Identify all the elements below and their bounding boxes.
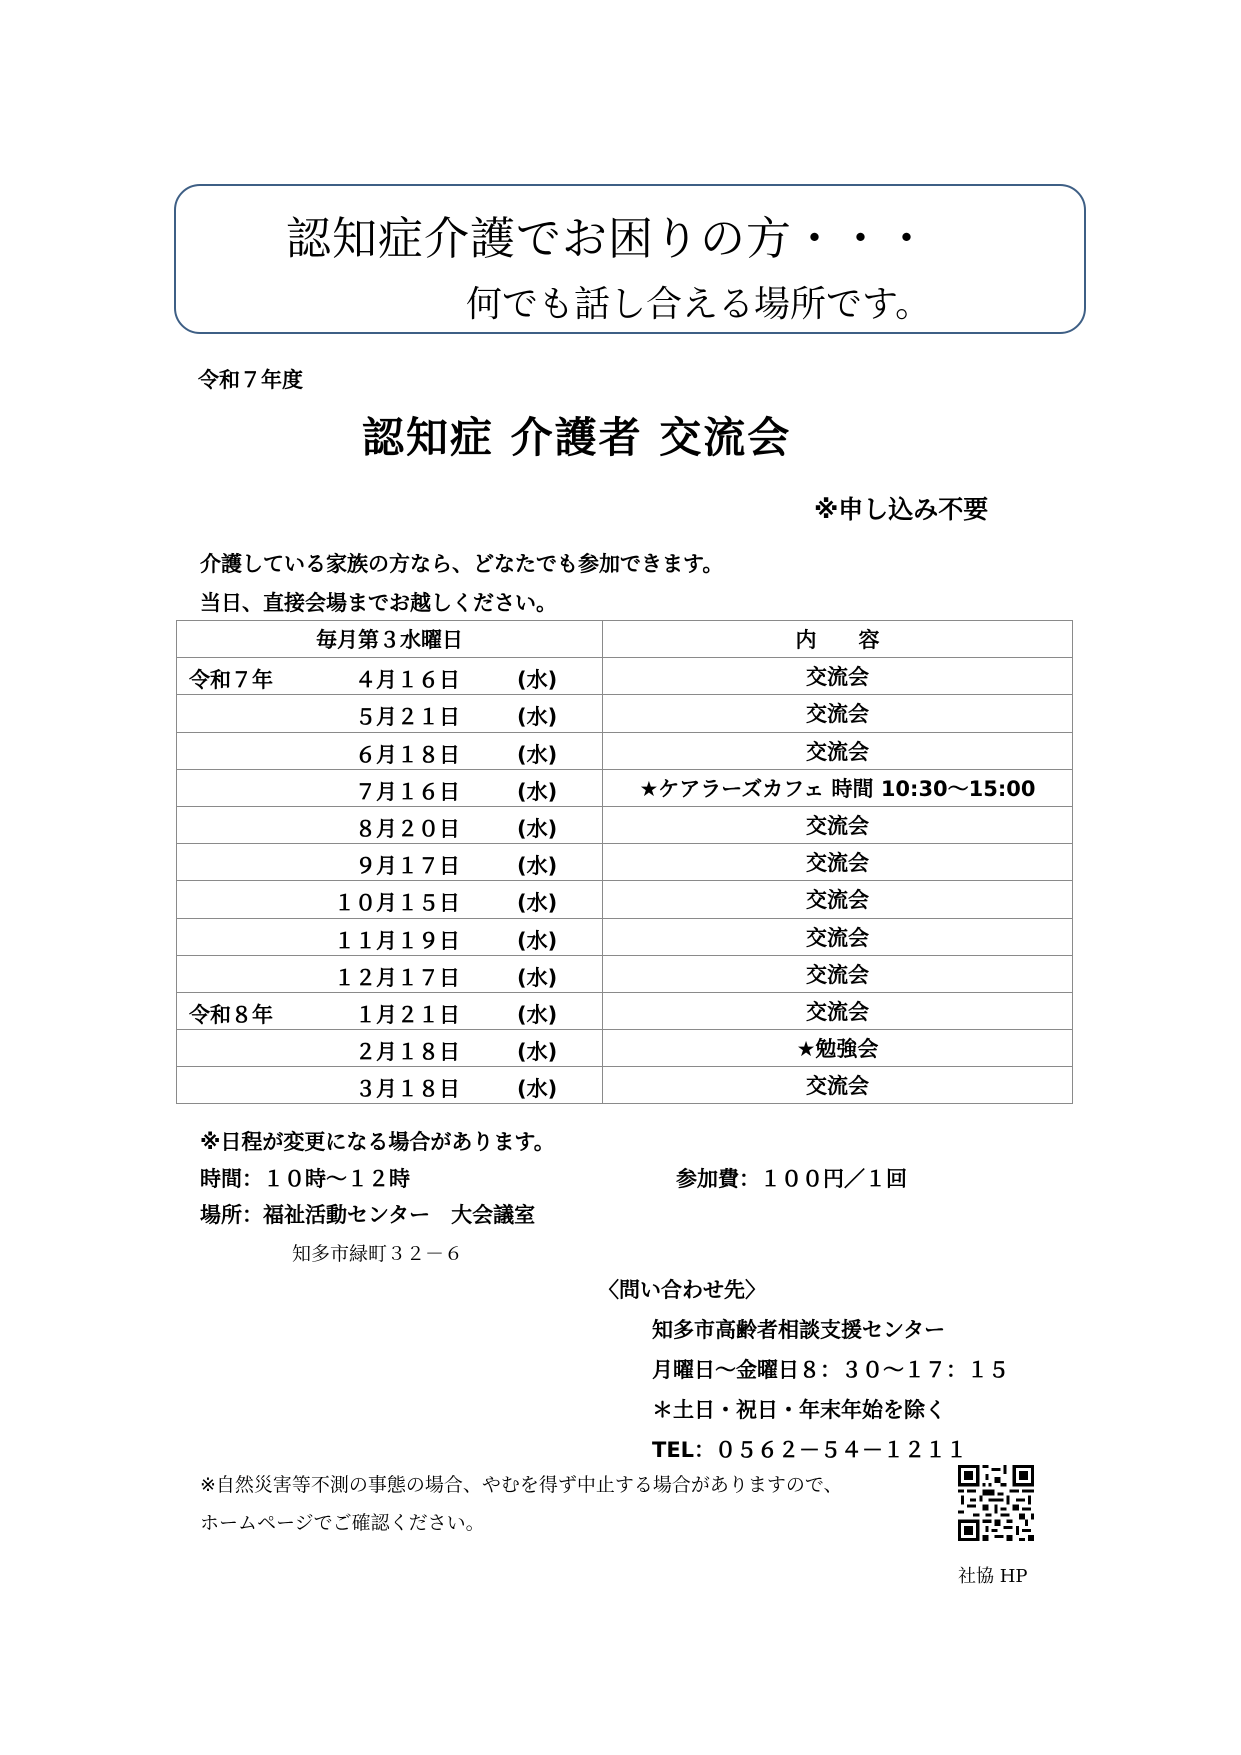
date-cell [177,844,603,881]
weekday: (水) [517,705,558,730]
date-cell [177,1030,603,1067]
weekday: (水) [517,1002,558,1027]
table-row [177,695,1073,732]
weekday: (水) [517,854,558,879]
content-cell: 交流会 [603,806,1073,843]
date-cell [177,918,603,955]
intro-line-1: 介護している家族の方なら、どなたでも参加できます。 [200,552,724,576]
date-cell [177,881,603,918]
table-row [177,806,1073,843]
weekday: (水) [517,779,558,804]
disclaimer-line-2: ホームページでご確認ください。 [200,1512,485,1534]
month-day: ８月２０日 [355,816,460,841]
table-row [177,732,1073,769]
date-cell [177,992,603,1029]
content-cell: 交流会 [603,695,1073,732]
schedule-table [176,620,1073,1104]
weekday: (水) [517,668,558,693]
weekday: (水) [517,1040,558,1065]
contact-center: 知多市高齢者相談支援センター [652,1318,946,1342]
weekday: (水) [517,928,558,953]
month-day: １月２１日 [355,1002,460,1027]
qr-label: 社協 HP [958,1566,1028,1587]
content-cell: 交流会 [603,918,1073,955]
content-cell: 交流会 [603,844,1073,881]
content-cell: 交流会 [603,732,1073,769]
month-day: １０月１５日 [334,891,460,916]
content-cell: 交流会 [603,1067,1073,1104]
headline-banner [174,184,1086,334]
date-cell [177,695,603,732]
no-application-note: ※申し込み不要 [814,495,989,524]
time-info: 時間：１０時～１２時 [200,1167,410,1191]
weekday: (水) [517,816,558,841]
page-title: 認知症 介護者 交流会 [362,413,792,462]
table-row [177,881,1073,918]
month-day: ３月１８日 [355,1077,460,1102]
table-row [177,918,1073,955]
intro-line-2: 当日、直接会場までお越しください。 [200,591,557,615]
date-cell [177,955,603,992]
month-day: ２月１８日 [355,1040,460,1065]
content-cell: ★勉強会 [603,1030,1073,1067]
table-row [177,992,1073,1029]
month-day: ４月１６日 [355,668,460,693]
date-cell [177,658,603,695]
weekday: (水) [517,891,558,916]
disclaimer-line-1: ※自然災害等不測の事態の場合、やむを得ず中止する場合がありますので、 [200,1474,843,1496]
table-row [177,844,1073,881]
content-cell: 交流会 [603,955,1073,992]
fee-info: 参加費：１００円／１回 [676,1167,907,1191]
content-cell: ★ケアラーズカフェ 時間 10:30～15:00 [603,769,1073,806]
qr-code[interactable] [958,1465,1034,1541]
month-day: １２月１７日 [334,965,460,990]
place-info: 場所：福祉活動センター 大会議室 [200,1203,536,1227]
table-row [177,769,1073,806]
month-day: ５月２１日 [355,705,460,730]
date-cell [177,806,603,843]
content-cell: 交流会 [603,658,1073,695]
banner-headline: 認知症介護でお困りの方・・・ [286,212,931,265]
month-day: ６月１８日 [355,742,460,767]
contact-closed-days: ＊土日・祝日・年末年始を除く [652,1398,946,1422]
weekday: (水) [517,965,558,990]
banner-subheadline: 何でも話し合える場所です。 [466,284,932,325]
era-label: 令和８年 [189,1002,273,1027]
table-row [177,1030,1073,1067]
content-cell: 交流会 [603,881,1073,918]
contact-hours: 月曜日～金曜日８：３０～１７：１５ [652,1358,1009,1382]
table-header-row [177,621,1073,658]
header-content: 内 容 [603,621,1073,658]
date-cell [177,1067,603,1104]
fiscal-year: 令和７年度 [198,368,303,392]
weekday: (水) [517,1077,558,1102]
header-date: 毎月第３水曜日 [177,621,603,658]
date-cell [177,769,603,806]
month-day: １１月１９日 [334,928,460,953]
month-day: ９月１７日 [355,854,460,879]
contact-phone: TEL：０５６２－５４－１２１１ [652,1438,968,1462]
schedule-change-note: ※日程が変更になる場合があります。 [200,1130,555,1154]
era-label: 令和７年 [189,668,273,693]
address: 知多市緑町３２－６ [292,1243,464,1265]
table-row [177,658,1073,695]
content-cell: 交流会 [603,992,1073,1029]
date-cell [177,732,603,769]
weekday: (水) [517,742,558,767]
contact-heading: 〈問い合わせ先〉 [598,1278,766,1302]
month-day: ７月１６日 [355,779,460,804]
table-row [177,1067,1073,1104]
table-row [177,955,1073,992]
